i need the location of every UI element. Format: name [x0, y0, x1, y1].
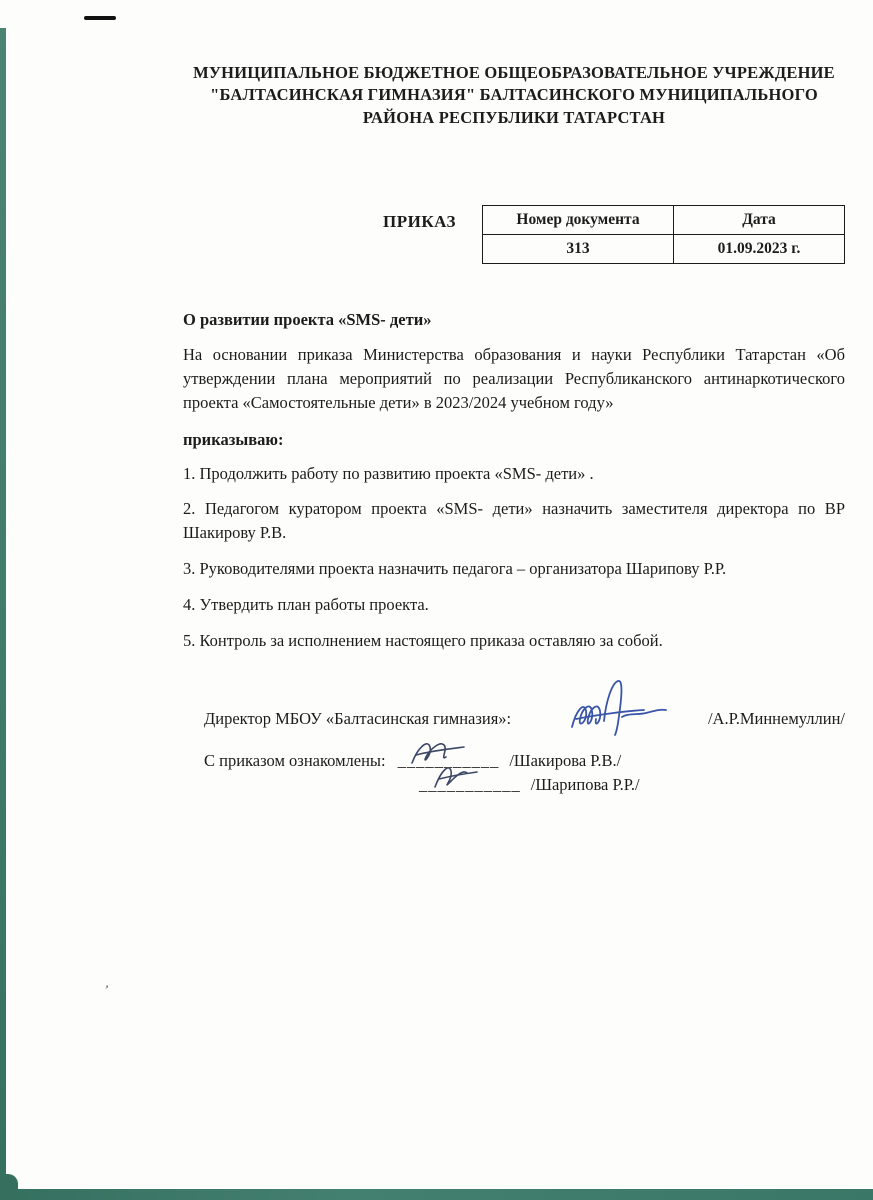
- ack-signature-row-1: [204, 751, 845, 771]
- scan-mark-stray: ’: [102, 981, 110, 998]
- order-item-1: 1. Продолжить работу по развитию проекта «SMS- дети» .: [183, 463, 594, 483]
- order-title: ПРИКАЗ: [383, 211, 456, 231]
- table-header-row: [483, 205, 845, 234]
- order-subject: О развитии проекта «SMS- дети»: [183, 309, 432, 329]
- organization-name: МУНИЦИПАЛЬНОЕ БЮДЖЕТНОЕ ОБЩЕОБРАЗОВАТЕЛЬНОЕ УЧРЕЖДЕНИЕ "БАЛТАСИНСКАЯ ГИМНАЗИЯ" БАЛТАСИНСКОГО МУНИЦИПАЛЬНОГО РАЙОНА РЕСПУБЛИКИ ТАТАРСТАН: [193, 63, 835, 127]
- scan-edge-left: [0, 28, 6, 1200]
- order-basis-paragraph: На основании приказа Министерства образования и науки Республики Татарстан «Об утверждении плана мероприятий по реализации Республиканского антинаркотического проекта «Самостоятельные дети» в 2023/2024 учебном году»: [183, 344, 845, 412]
- ack-label: С приказом ознакомлены:: [204, 751, 386, 771]
- document-date: 01.09.2023 г.: [674, 234, 845, 263]
- signature-line: ___________: [397, 751, 500, 771]
- scan-mark-dash: [84, 16, 116, 20]
- document-content: [183, 0, 845, 795]
- order-item-2: 2. Педагогом куратором проекта «SMS- дети» назначить заместителя директора по ВР Шакирову Р.В.: [183, 499, 845, 543]
- director-signature-row: [204, 705, 845, 729]
- order-header-row: [183, 205, 845, 264]
- signature-block: [183, 705, 845, 795]
- director-signature-icon: [566, 705, 670, 729]
- order-item-3: 3. Руководителями проекта назначить педагога – организатора Шарипову Р.Р.: [183, 559, 727, 579]
- order-item-4: 4. Утвердить план работы проекта.: [183, 595, 429, 615]
- director-label: Директор МБОУ «Балтасинская гимназия»:: [204, 709, 512, 729]
- table-header-number: Номер документа: [483, 205, 674, 234]
- document-meta-table: [482, 205, 845, 264]
- signature-line: ___________: [419, 775, 521, 795]
- director-name: /А.Р.Миннемуллин/: [707, 709, 845, 729]
- table-header-date: Дата: [674, 205, 845, 234]
- ack-name-2: /Шарипова Р.Р./: [530, 775, 640, 795]
- scan-edge-corner: [0, 1174, 18, 1200]
- ack-blank-2: [419, 775, 521, 795]
- scan-edge-bottom: [0, 1189, 873, 1200]
- table-value-row: [483, 234, 845, 263]
- ack-signature-row-2: [204, 775, 845, 795]
- document-number: 313: [483, 234, 674, 263]
- ack-name-1: /Шакирова Р.В./: [509, 751, 622, 771]
- decree-word: приказываю:: [183, 429, 284, 449]
- ack-signature-2-icon: [429, 761, 489, 793]
- order-item-5: 5. Контроль за исполнением настоящего приказа оставляю за собой.: [183, 631, 663, 651]
